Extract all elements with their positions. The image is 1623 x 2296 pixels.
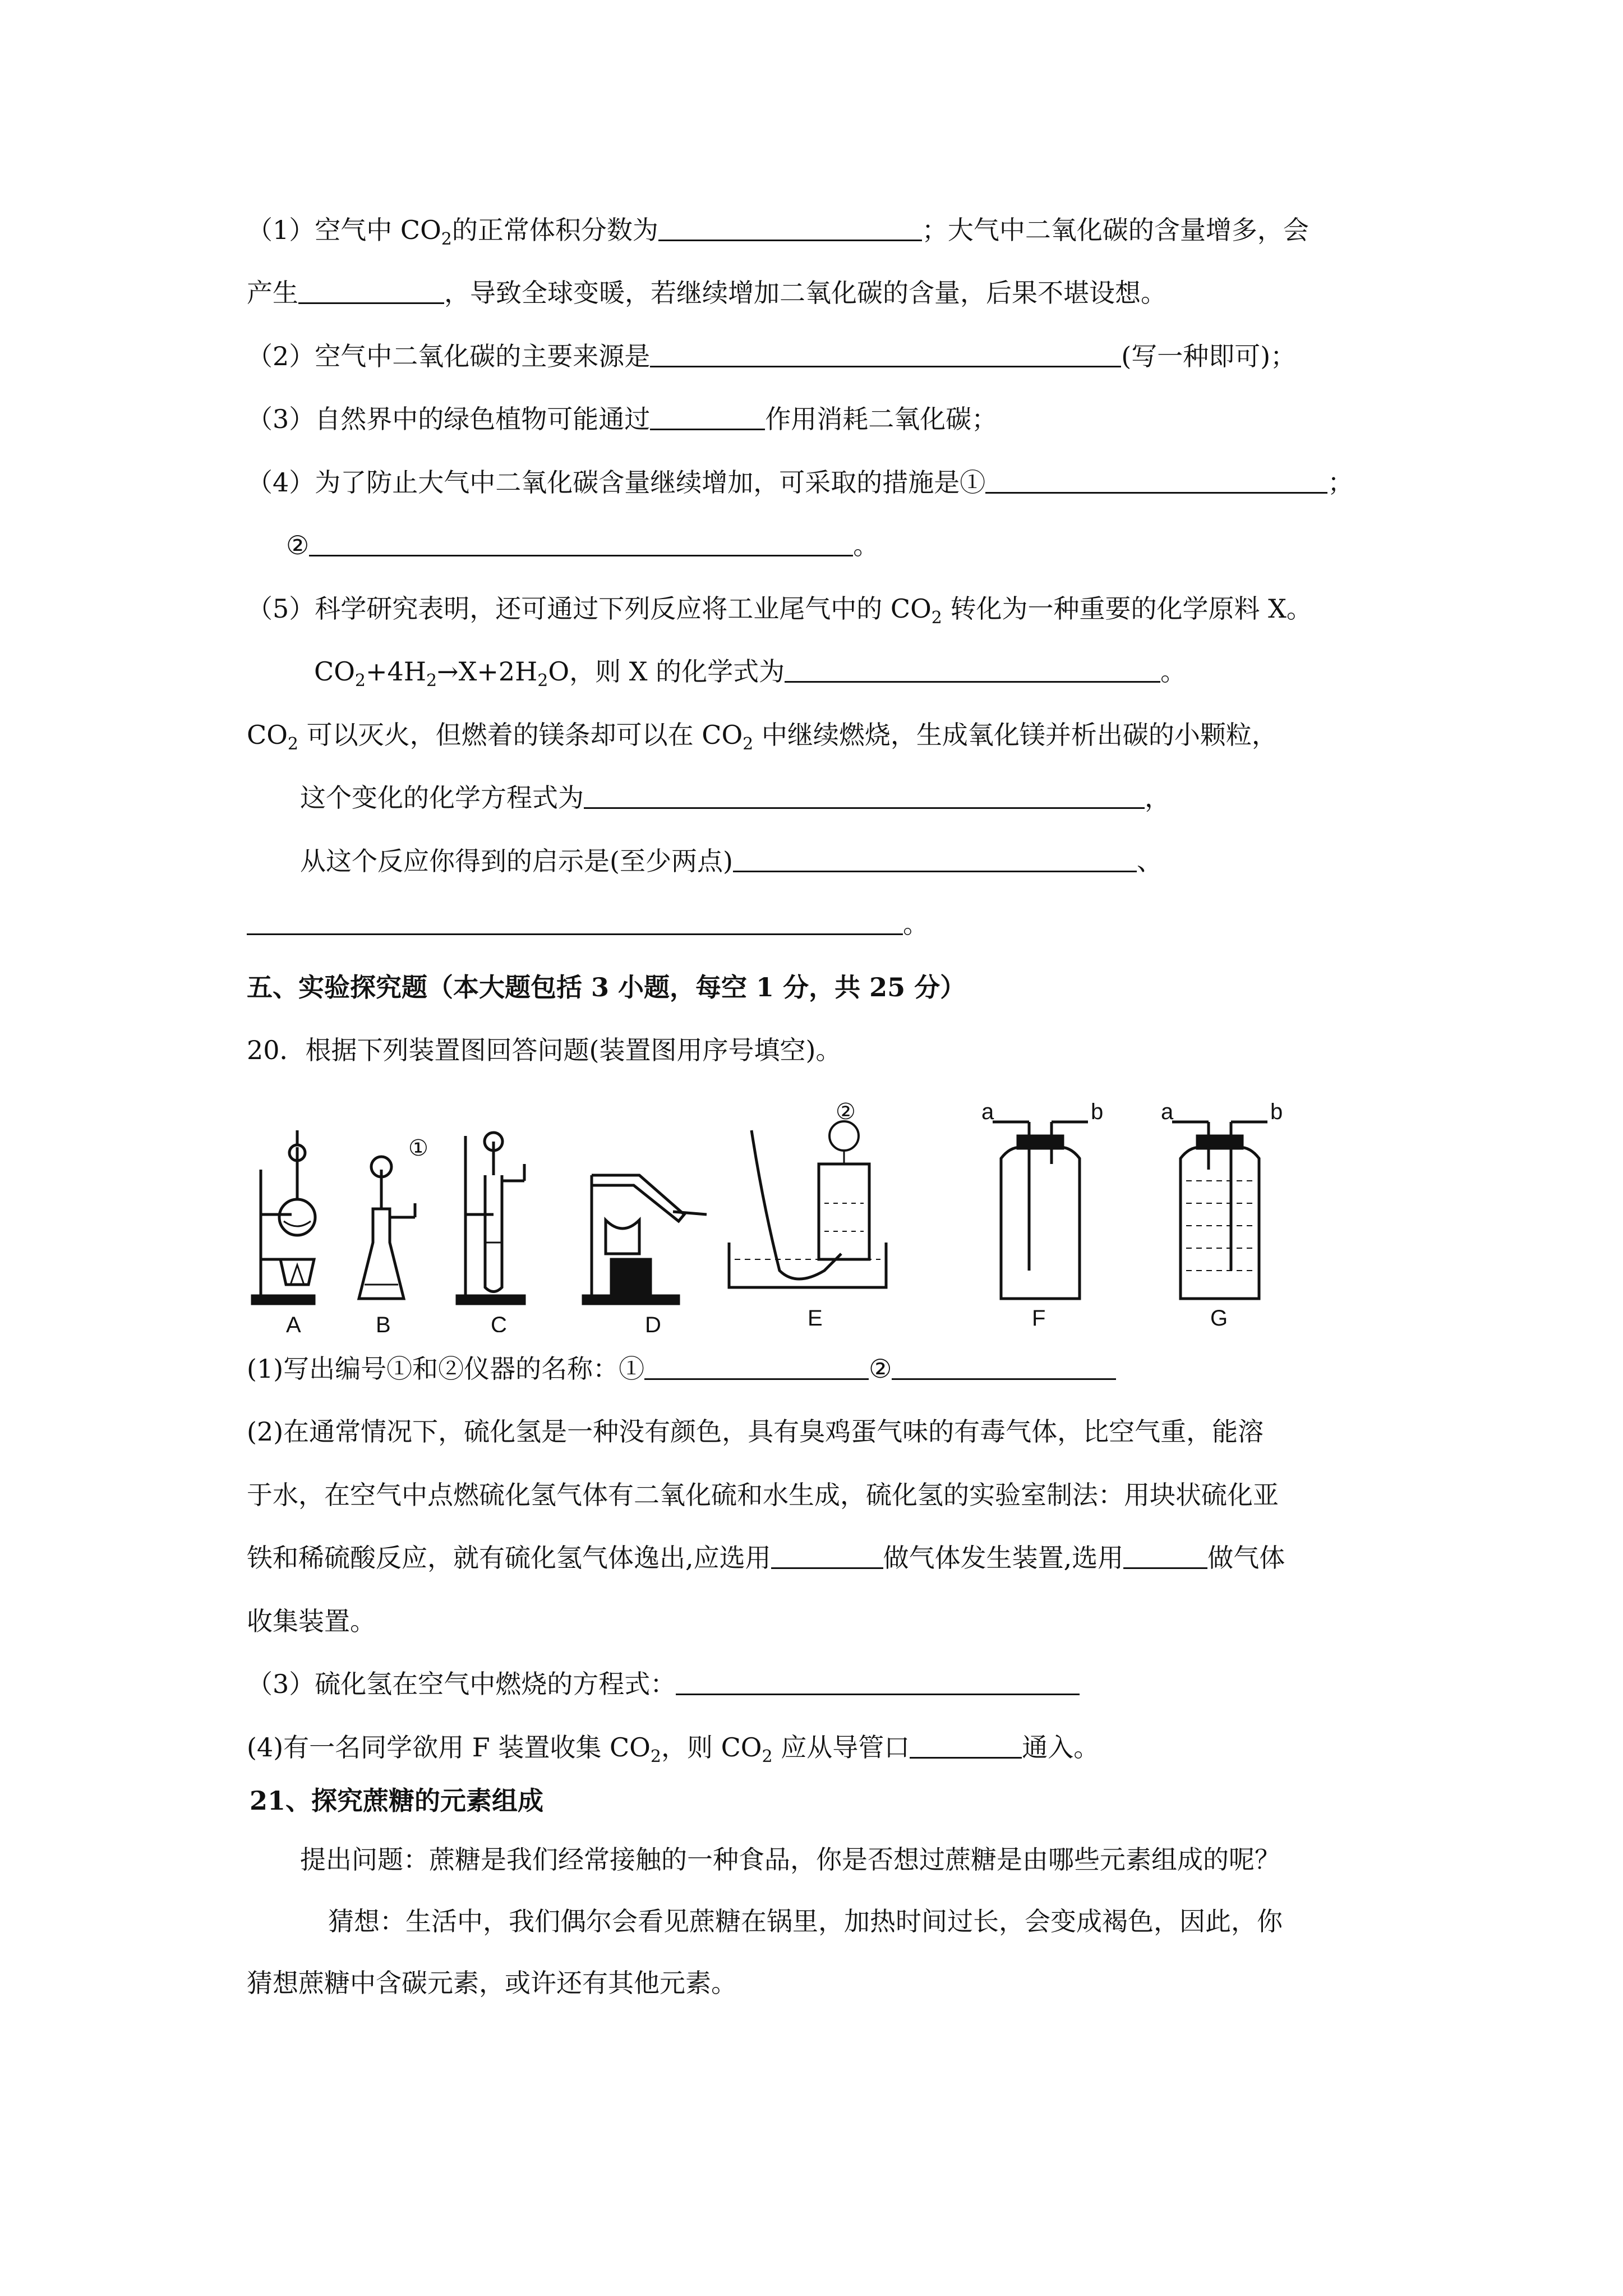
text: 做气体发生装置,选用 (883, 1543, 1124, 1573)
label-g: G (1210, 1306, 1228, 1331)
subscript: 2 (426, 671, 437, 691)
apparatus-c (457, 1133, 524, 1304)
text: ；大气中二氧化碳的含量增多，会 (921, 215, 1309, 245)
apparatus-e (729, 1121, 886, 1287)
subscript: 2 (537, 671, 548, 691)
subscript: 2 (354, 671, 366, 691)
label-d: D (645, 1313, 661, 1332)
text: +4H (366, 656, 426, 687)
port-a-g: a (1161, 1099, 1174, 1124)
text: 作用消耗二氧化碳； (765, 404, 998, 434)
text: (1)写出编号①和②仪器的名称：① (247, 1354, 645, 1384)
answer-blank[interactable] (785, 657, 1160, 683)
q20-sub2-line1: (2)在通常情况下，硫化氢是一种没有颜色，具有臭鸡蛋气味的有毒气体，比空气重，能溶 (247, 1416, 1264, 1447)
apparatus-a (252, 1130, 315, 1304)
text: ，导致全球变暖，若继续增加二氧化碳的含量，后果不堪设想。 (444, 278, 1166, 308)
text: 从这个反应你得到的启示是(至少两点) (300, 846, 733, 876)
mg-line1 (247, 718, 1278, 752)
q19-part5 (247, 592, 1312, 628)
q21-guess-line1: 猜想：生活中，我们偶尔会看见蔗糖在锅里，加热时间过长，会变成褐色，因此，你 (328, 1906, 1283, 1936)
answer-blank[interactable] (985, 468, 1327, 494)
label-b: B (376, 1313, 391, 1332)
q19-part4-line2 (286, 528, 879, 562)
answer-blank[interactable] (247, 910, 903, 935)
q20-sub2-line3 (247, 1541, 1285, 1575)
q21-question: 提出问题：蔗糖是我们经常接触的一种食品，你是否想过蔗糖是由哪些元素组成的呢？ (300, 1844, 1280, 1875)
answer-blank[interactable] (650, 405, 765, 430)
answer-blank[interactable] (910, 1733, 1022, 1759)
subscript: 2 (762, 1747, 773, 1766)
text: 应从导管口 (772, 1732, 910, 1763)
text: 。 (1160, 656, 1187, 687)
q19-part4-line1 (247, 466, 1353, 499)
text: 。 (853, 530, 879, 560)
subscript: 2 (441, 229, 452, 249)
answer-blank[interactable] (650, 342, 1121, 367)
q19-part3 (247, 402, 997, 436)
marker-1: ① (408, 1136, 428, 1161)
q19-part1-line2 (247, 276, 1166, 310)
answer-blank[interactable] (298, 279, 444, 304)
apparatus-figure (247, 1091, 1301, 1332)
text: （4）为了防止大气中二氧化碳含量继续增加，可采取的措施是① (247, 467, 986, 498)
text: CO (247, 720, 288, 750)
answer-blank[interactable] (644, 1355, 869, 1380)
subscript: 2 (743, 734, 754, 754)
apparatus-b (359, 1157, 415, 1299)
subscript: 2 (931, 608, 942, 628)
text: CO (314, 656, 355, 687)
q20-sub2-line4: 收集装置。 (247, 1606, 376, 1636)
answer-blank[interactable] (892, 1355, 1116, 1380)
q19-part1-line1 (247, 213, 1309, 247)
text: （5）科学研究表明，还可通过下列反应将工业尾气中的 CO (247, 593, 932, 624)
port-b-g: b (1270, 1099, 1283, 1124)
text: 。 (903, 909, 929, 939)
answer-blank[interactable] (1123, 1544, 1207, 1569)
section-title: 五、实验探究题（本大题包括 3 小题，每空 1 分，共 25 分） (247, 972, 966, 1002)
text: 产生 (247, 278, 298, 308)
text: ， (1145, 783, 1170, 813)
text: （2）空气中二氧化碳的主要来源是 (247, 341, 651, 371)
text: 的正常体积分数为 (451, 215, 658, 245)
text: 铁和稀硫酸反应，就有硫化氢气体逸出,应选用 (247, 1543, 771, 1573)
text: （1）空气中 CO (247, 215, 441, 245)
text: （3）硫化氢在空气中燃烧的方程式： (247, 1669, 676, 1699)
text: ，则 CO (661, 1732, 762, 1763)
apparatus-g (1172, 1122, 1267, 1299)
label-f: F (1032, 1306, 1046, 1331)
text: 这个变化的化学方程式为 (300, 783, 584, 813)
q20-sub1 (247, 1352, 1116, 1386)
answer-blank[interactable] (676, 1670, 1080, 1695)
q20-sub4 (247, 1731, 1099, 1764)
q20-sub3 (247, 1667, 1080, 1701)
text: →X+2H (437, 656, 538, 687)
label-a: A (286, 1313, 301, 1332)
text: 可以灭火，但燃着的镁条却可以在 CO (298, 720, 743, 750)
port-b-f: b (1091, 1099, 1104, 1124)
label-c: C (491, 1313, 507, 1332)
q21-title: 21、探究蔗糖的元素组成 (250, 1786, 544, 1816)
apparatus-d (583, 1175, 707, 1304)
answer-blank[interactable] (733, 847, 1137, 872)
mg-line4 (247, 907, 929, 941)
apparatus-f (993, 1122, 1088, 1299)
subscript: 2 (287, 734, 299, 754)
text: 中继续燃烧，生成氧化镁并析出碳的小颗粒， (753, 720, 1278, 750)
marker-2: ② (836, 1099, 856, 1124)
answer-blank[interactable] (658, 216, 922, 241)
answer-blank[interactable] (584, 784, 1145, 809)
text: ； (1327, 467, 1354, 498)
text: (写一种即可)； (1121, 341, 1297, 371)
text: 、 (1136, 846, 1163, 876)
text: 转化为一种重要的化学原料 X。 (942, 593, 1312, 624)
text: ② (286, 530, 310, 560)
q20-intro: 20．根据下列装置图回答问题(装置图用序号填空)。 (247, 1035, 842, 1065)
text: O，则 X 的化学式为 (548, 656, 785, 687)
text: (4)有一名同学欲用 F 装置收集 CO (247, 1732, 651, 1763)
q19-equation (314, 655, 1187, 691)
answer-blank[interactable] (309, 531, 853, 556)
text: ② (869, 1354, 892, 1384)
text: （3）自然界中的绿色植物可能通过 (247, 404, 651, 434)
mg-line3 (300, 844, 1163, 878)
text: 做气体 (1207, 1543, 1285, 1573)
q21-guess-line2: 猜想蔗糖中含碳元素，或许还有其他元素。 (247, 1968, 737, 1998)
label-e: E (808, 1306, 823, 1331)
port-a-f: a (981, 1099, 994, 1124)
q20-sub2-line2: 于水，在空气中点燃硫化氢气体有二氧化硫和水生成，硫化氢的实验室制法：用块状硫化亚 (247, 1480, 1279, 1510)
q19-part2 (247, 339, 1296, 373)
subscript: 2 (650, 1747, 661, 1766)
text: 通入。 (1022, 1732, 1100, 1763)
answer-blank[interactable] (771, 1544, 883, 1569)
mg-line2 (300, 781, 1170, 815)
